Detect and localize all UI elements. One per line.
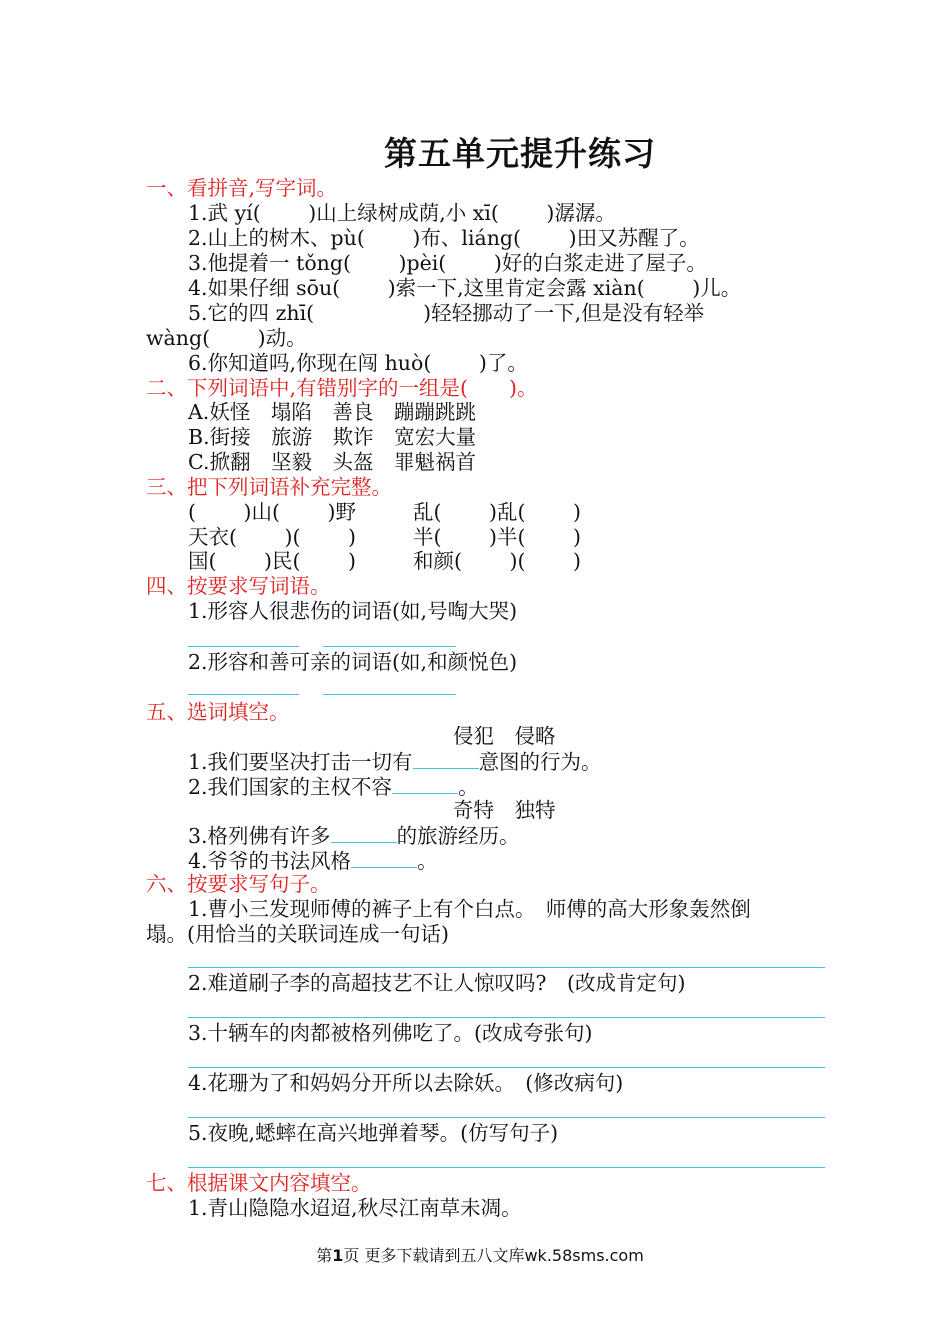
s3-item-3a: 国( )民( ) [188,549,357,573]
s5-q2-blank[interactable] [392,773,458,794]
s5-question-1: 1.我们要坚决打击一切有 意图的行为。 [188,750,602,774]
s1-line-5: 5.它的四 zhī( )轻轻挪动了一下,但是没有轻举 [188,301,705,325]
s3-item-1b: 乱( )乱( ) [413,500,582,524]
s4-q1-answer-line-2[interactable] [323,646,456,647]
s5-word-choices-1: 侵犯 侵略 [453,724,556,748]
s6-question-2: 2.难道刷子李的高超技艺不让人惊叹吗? (改成肯定句) [188,971,686,995]
section-7-heading: 七、根据课文内容填空。 [146,1171,372,1195]
section-2-heading: 二、下列词语中,有错别字的一组是( )。 [146,376,538,400]
section-3-heading: 三、把下列词语补充完整。 [146,475,392,499]
s6-q1-answer-line[interactable] [188,967,825,968]
footer-url[interactable]: wk.58sms.com [524,1246,644,1265]
page-title: 第五单元提升练习 [384,134,656,173]
page-number: 1 [332,1246,344,1265]
s5-q1-blank[interactable] [413,748,479,769]
s6-question-3: 3.十辆车的肉都被格列佛吃了。(改成夸张句) [188,1021,593,1045]
s6-question-1: 1.曹小三发现师傅的裤子上有个白点。 师傅的高大形象轰然倒 [188,897,751,921]
section-4-heading: 四、按要求写词语。 [146,574,331,598]
s5-word-choices-2: 奇特 独特 [453,798,556,822]
section-1-heading: 一、看拼音,写字词。 [146,176,338,200]
s1-line-4: 4.如果仔细 sōu( )索一下,这里肯定会露 xiàn( )儿。 [188,276,742,300]
s5-q3-blank[interactable] [331,822,397,843]
page-footer [0,1243,950,1266]
s5-question-2: 2.我们国家的主权不容 。 [188,775,479,799]
s1-line-1: 1.武 yí( )山上绿树成荫,小 xī( )潺潺。 [188,201,616,225]
s2-option-c: C.掀翻 坚毅 头盔 罪魁祸首 [188,450,476,474]
s6-q3-answer-line[interactable] [188,1067,825,1068]
s4-question-2: 2.形容和善可亲的词语(如,和颜悦色) [188,650,518,674]
section-5-heading: 五、选词填空。 [146,700,290,724]
s5-q4-blank[interactable] [351,847,417,868]
s5-question-3: 3.格列佛有许多 的旅游经历。 [188,824,520,848]
s4-q2-answer-line-1[interactable] [188,694,299,695]
s4-question-1: 1.形容人很悲伤的词语(如,号啕大哭) [188,599,518,623]
s2-option-a: A.妖怪 塌陷 善良 蹦蹦跳跳 [188,400,476,424]
section-6-heading: 六、按要求写句子。 [146,872,331,896]
s4-q1-answer-line-1[interactable] [188,646,299,647]
s4-q2-answer-line-2[interactable] [323,694,456,695]
s6-question-1-cont: 塌。(用恰当的关联词连成一句话) [146,922,449,946]
s6-question-4: 4.花珊为了和妈妈分开所以去除妖。 (修改病句) [188,1071,624,1095]
footer-prefix: 第 [316,1246,333,1265]
s3-item-2a: 天衣( )( ) [188,525,357,549]
s1-line-5-cont: wàng( )动。 [146,326,307,350]
s6-q4-answer-line[interactable] [188,1117,825,1118]
s7-question-1: 1.青山隐隐水迢迢,秋尽江南草未凋。 [188,1196,522,1220]
s3-item-2b: 半( )半( ) [413,525,582,549]
s6-q5-answer-line[interactable] [188,1167,825,1168]
s1-line-2: 2.山上的树木、pù( )布、liáng( )田又苏醒了。 [188,226,700,250]
s1-line-3: 3.他提着一 tǒng( )pèi( )好的白浆走进了屋子。 [188,251,707,275]
s6-q2-answer-line[interactable] [188,1017,825,1018]
footer-text: 页 更多下载请到五八文库 [343,1246,525,1265]
s5-question-4: 4.爷爷的书法风格 。 [188,849,438,873]
s2-option-b: B.街接 旅游 欺诈 宽宏大量 [188,425,477,449]
s3-item-1a: ( )山( )野 [188,500,357,524]
s3-item-3b: 和颜( )( ) [413,549,582,573]
s6-question-5: 5.夜晚,蟋蟀在高兴地弹着琴。(仿写句子) [188,1121,559,1145]
s1-line-6: 6.你知道吗,你现在闯 huò( )了。 [188,351,528,375]
